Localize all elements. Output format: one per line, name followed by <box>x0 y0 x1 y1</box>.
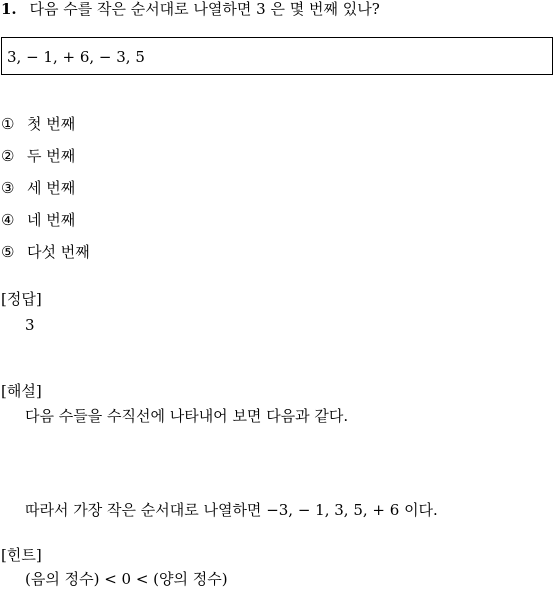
given-numbers: 3, − 1, + 6, − 3, 5 <box>7 48 145 66</box>
option-5[interactable] <box>1 243 90 261</box>
question-header <box>1 0 380 18</box>
option-2[interactable] <box>1 147 75 165</box>
question-text: 다음 수를 작은 순서대로 나열하면 3 은 몇 번째 있나? <box>29 0 380 18</box>
explanation-label: [해설] <box>1 382 42 400</box>
hint-text: (음의 정수) < 0 < (양의 정수) <box>25 570 228 588</box>
option-3[interactable] <box>1 179 75 197</box>
question-number: 1. <box>1 0 17 18</box>
option-4-text: 네 번째 <box>27 211 76 229</box>
option-5-marker: ⑤ <box>1 243 15 261</box>
option-2-marker: ② <box>1 147 15 165</box>
option-1-text: 첫 번째 <box>27 115 76 133</box>
option-4-marker: ④ <box>1 211 15 229</box>
option-3-text: 세 번째 <box>27 179 76 197</box>
option-2-text: 두 번째 <box>27 147 76 165</box>
explanation-line-1: 다음 수들을 수직선에 나타내어 보면 다음과 같다. <box>25 407 349 425</box>
given-numbers-box <box>1 37 553 75</box>
explanation-line-2: 따라서 가장 작은 순서대로 나열하면 −3, − 1, 3, 5, + 6 이다. <box>25 501 438 519</box>
option-1-marker: ① <box>1 115 15 133</box>
option-5-text: 다섯 번째 <box>27 243 90 261</box>
hint-label: [힌트] <box>1 546 42 564</box>
option-4[interactable] <box>1 211 75 229</box>
answer-value: 3 <box>25 316 35 334</box>
option-1[interactable] <box>1 115 75 133</box>
option-3-marker: ③ <box>1 179 15 197</box>
answer-label: [정답] <box>1 290 42 308</box>
